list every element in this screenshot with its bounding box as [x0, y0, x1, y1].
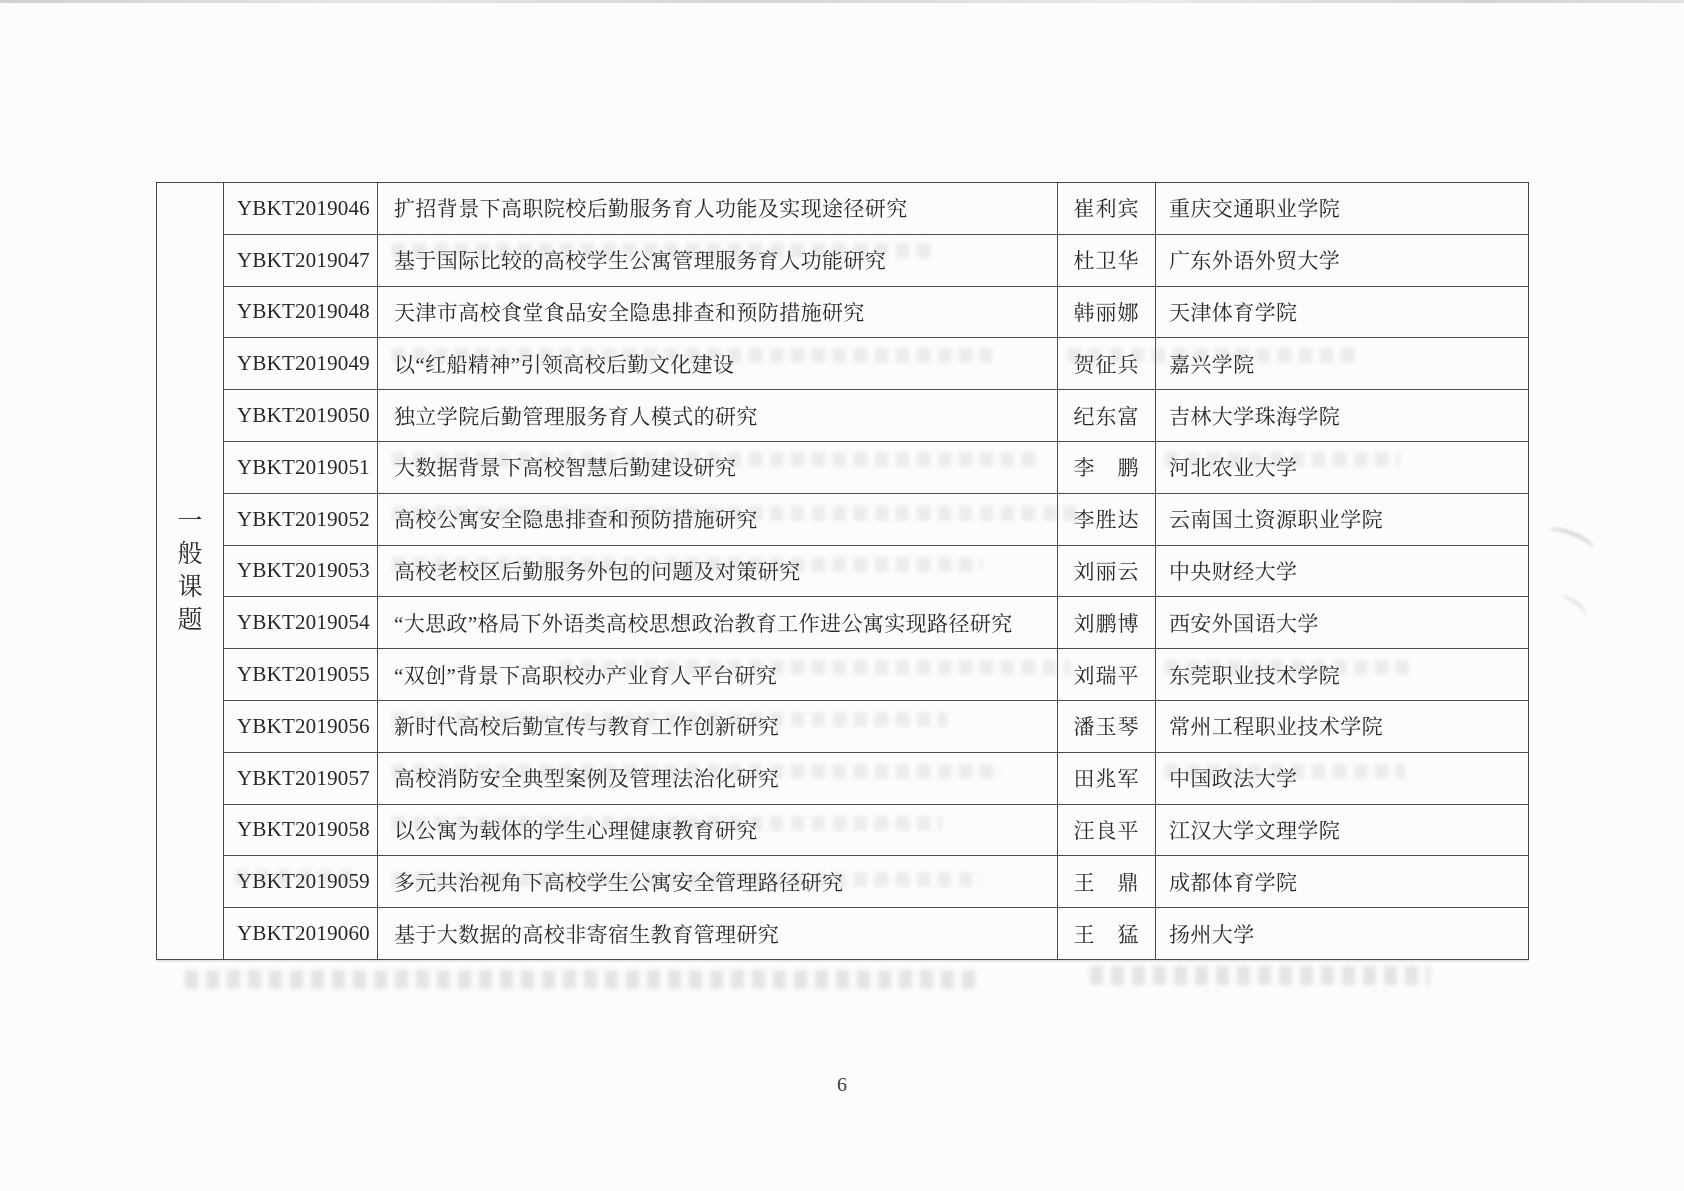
- project-institution: 成都体育学院: [1169, 870, 1298, 895]
- project-leader: 贺征兵: [1058, 338, 1156, 389]
- project-title: 扩招背景下高职院校后勤服务育人功能及实现途径研究: [378, 183, 1058, 234]
- project-leader: 潘玉琴: [1058, 701, 1156, 752]
- project-leader: 汪良平: [1058, 805, 1156, 856]
- project-code: YBKT2019051: [224, 442, 378, 493]
- project-title: 新时代高校后勤宣传与教育工作创新研究: [378, 701, 1058, 752]
- table-row: [224, 649, 1528, 701]
- table-row: [224, 597, 1528, 649]
- project-code: YBKT2019054: [224, 597, 378, 648]
- table-row: [224, 908, 1528, 959]
- project-code: YBKT2019057: [224, 753, 378, 804]
- approved-projects-table: [156, 182, 1529, 960]
- project-leader: 李 鹏: [1058, 442, 1156, 493]
- project-title: 以公寓为载体的学生心理健康教育研究: [378, 805, 1058, 856]
- project-title: 基于大数据的高校非寄宿生教育管理研究: [378, 908, 1058, 959]
- project-institution: 中国政法大学: [1169, 767, 1298, 792]
- project-institution: 嘉兴学院: [1169, 352, 1255, 377]
- project-institution: 江汉大学文理学院: [1169, 818, 1341, 843]
- scan-smudge-artifact: [1546, 524, 1597, 558]
- project-code: YBKT2019055: [224, 649, 378, 700]
- table-row: [224, 753, 1528, 805]
- project-title: 基于国际比较的高校学生公寓管理服务育人功能研究: [378, 235, 1058, 286]
- table-rows: [224, 183, 1528, 959]
- project-title: 以“红船精神”引领高校后勤文化建设: [378, 338, 1058, 389]
- project-code: YBKT2019047: [224, 235, 378, 286]
- table-row: [224, 701, 1528, 753]
- project-institution: 东莞职业技术学院: [1169, 663, 1341, 688]
- project-code: YBKT2019048: [224, 287, 378, 338]
- project-institution: 中央财经大学: [1169, 559, 1298, 584]
- project-leader: 刘丽云: [1058, 546, 1156, 597]
- project-institution: 扬州大学: [1169, 922, 1255, 947]
- project-code: YBKT2019050: [224, 390, 378, 441]
- project-code: YBKT2019046: [224, 183, 378, 234]
- project-code: YBKT2019056: [224, 701, 378, 752]
- project-title: “双创”背景下高职校办产业育人平台研究: [378, 649, 1058, 700]
- project-title: 多元共治视角下高校学生公寓安全管理路径研究: [378, 856, 1058, 907]
- table-row: [224, 546, 1528, 598]
- table-row: [224, 856, 1528, 908]
- project-leader: 田兆军: [1058, 753, 1156, 804]
- table-row: [224, 338, 1528, 390]
- bleed-through-artifact: [1090, 966, 1430, 985]
- project-title: 高校公寓安全隐患排查和预防措施研究: [378, 494, 1058, 545]
- project-leader: 李胜达: [1058, 494, 1156, 545]
- project-leader: 刘鹏博: [1058, 597, 1156, 648]
- table-row: [224, 235, 1528, 287]
- table-row: [224, 390, 1528, 442]
- table-row: [224, 805, 1528, 857]
- project-title: 独立学院后勤管理服务育人模式的研究: [378, 390, 1058, 441]
- category-cell: [157, 183, 224, 959]
- page-number: 6: [837, 1074, 847, 1096]
- project-code: YBKT2019049: [224, 338, 378, 389]
- project-code: YBKT2019060: [224, 908, 378, 959]
- project-institution: 吉林大学珠海学院: [1169, 404, 1341, 429]
- project-institution: 常州工程职业技术学院: [1169, 715, 1383, 740]
- project-leader: 纪东富: [1058, 390, 1156, 441]
- project-leader: 崔利宾: [1058, 183, 1156, 234]
- project-code: YBKT2019052: [224, 494, 378, 545]
- project-title: 天津市高校食堂食品安全隐患排查和预防措施研究: [378, 287, 1058, 338]
- project-institution: 西安外国语大学: [1169, 611, 1319, 636]
- scan-smudge-artifact: [1557, 592, 1588, 619]
- project-leader: 王 鼎: [1058, 856, 1156, 907]
- table-row: [224, 494, 1528, 546]
- project-code: YBKT2019053: [224, 546, 378, 597]
- project-institution: 天津体育学院: [1169, 300, 1298, 325]
- project-institution: 广东外语外贸大学: [1169, 249, 1341, 274]
- project-leader: 韩丽娜: [1058, 287, 1156, 338]
- project-code: YBKT2019059: [224, 856, 378, 907]
- project-title: 高校老校区后勤服务外包的问题及对策研究: [378, 546, 1058, 597]
- table-row: [224, 442, 1528, 494]
- project-institution: 云南国土资源职业学院: [1169, 508, 1383, 533]
- project-institution: 河北农业大学: [1169, 456, 1298, 481]
- project-leader: 王 猛: [1058, 908, 1156, 959]
- scan-edge-artifact: [0, 0, 1684, 3]
- bleed-through-artifact: [185, 970, 980, 989]
- table-row: [224, 183, 1528, 235]
- table-row: [224, 287, 1528, 339]
- project-leader: 刘瑞平: [1058, 649, 1156, 700]
- project-title: “大思政”格局下外语类高校思想政治教育工作进公寓实现路径研究: [378, 597, 1058, 648]
- project-leader: 杜卫华: [1058, 235, 1156, 286]
- project-title: 高校消防安全典型案例及管理法治化研究: [378, 753, 1058, 804]
- project-code: YBKT2019058: [224, 805, 378, 856]
- category-label: 一般课题: [177, 508, 203, 634]
- project-title: 大数据背景下高校智慧后勤建设研究: [378, 442, 1058, 493]
- project-institution: 重庆交通职业学院: [1169, 197, 1341, 222]
